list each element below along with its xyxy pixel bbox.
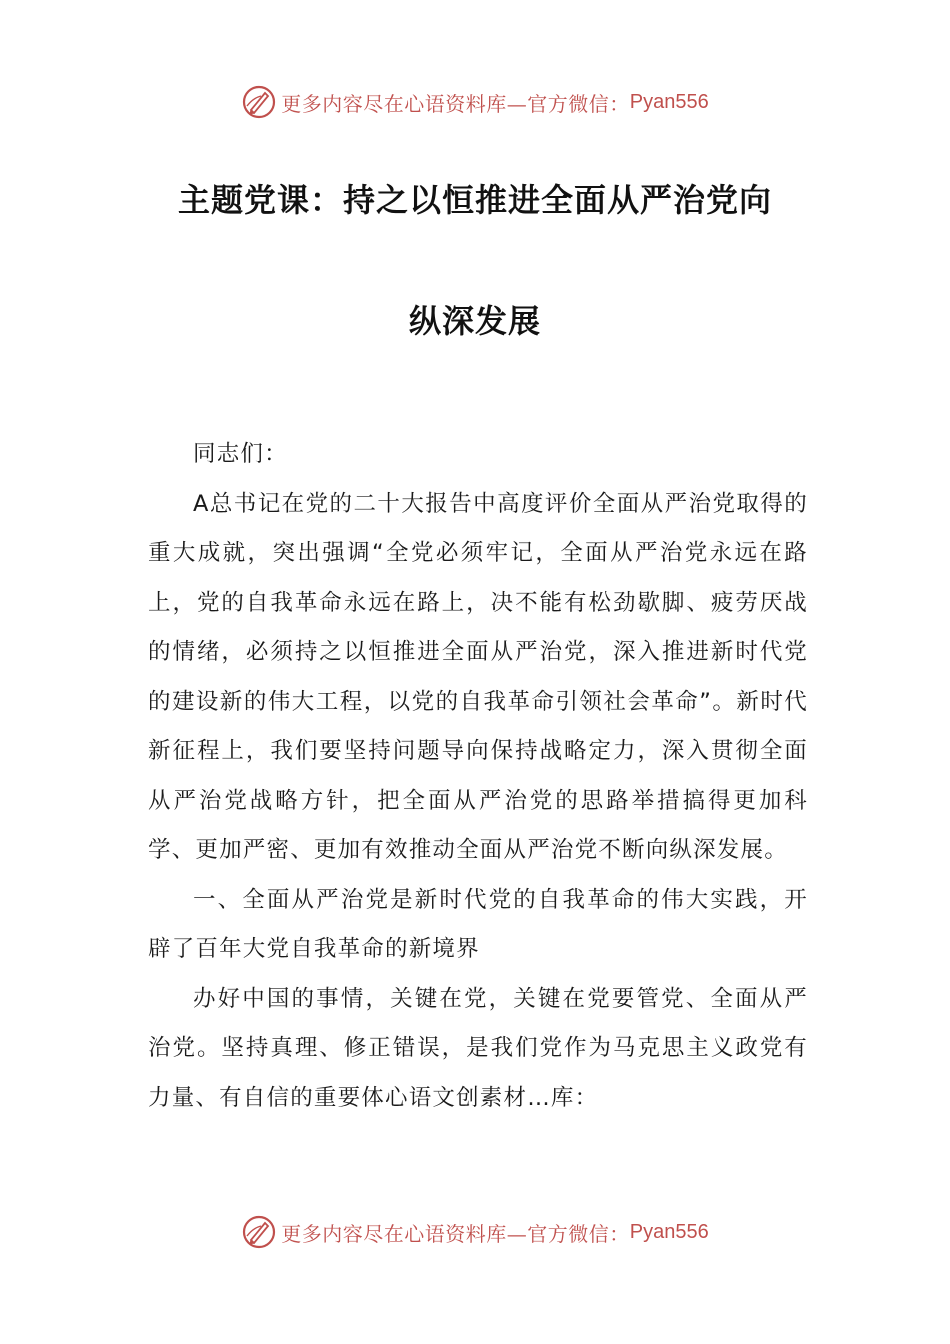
document-body	[148, 430, 808, 1123]
section-heading: 一、全面从严治党是新时代党的自我革命的伟大实践，开辟了百年大党自我革命的新境界	[148, 886, 808, 962]
pen-logo-icon	[241, 84, 277, 120]
watermark-header	[0, 82, 950, 122]
pen-logo-icon	[241, 1214, 277, 1250]
page-title-line-1: 主题党课：持之以恒推进全面从严治党向	[177, 181, 772, 219]
watermark-wechat-id: Pyan556	[629, 1220, 709, 1243]
watermark-text: 更多内容尽在心语资料库—官方微信：	[281, 91, 630, 116]
watermark-wechat-id: Pyan556	[629, 90, 709, 113]
watermark-footer	[0, 1212, 950, 1252]
salutation: 同志们：	[193, 441, 288, 467]
page-title-line-2: 纵深发展	[408, 302, 541, 340]
body-paragraph: A总书记在党的二十大报告中高度评价全面从严治党取得的重大成就，突出强调“全党必须牢记，全面从严治党永远在路上，党的自我革命永远在路上，决不能有松劲歇脚、疲劳厌战的情绪，必须持之以恒推进全面从严治党，深入推进新时代党的建设新的伟大工程，以党的自我革命引领社会革命”。新时代新征程上，我们要坚持问题导向保持战略定力，深入贯彻全面从严治党战略方针，把全面从严治党的思路举措搞得更加科学、更加严密、更加有效推动全面从严治党不断向纵深发展。	[148, 490, 808, 863]
body-paragraph: 办好中国的事情，关键在党，关键在党要管党、全面从严治党。坚持真理、修正错误，是我们党作为马克思主义政党有力量、有自信的重要体心语文创素材…库：	[148, 985, 808, 1111]
watermark-text: 更多内容尽在心语资料库—官方微信：	[281, 1221, 630, 1246]
